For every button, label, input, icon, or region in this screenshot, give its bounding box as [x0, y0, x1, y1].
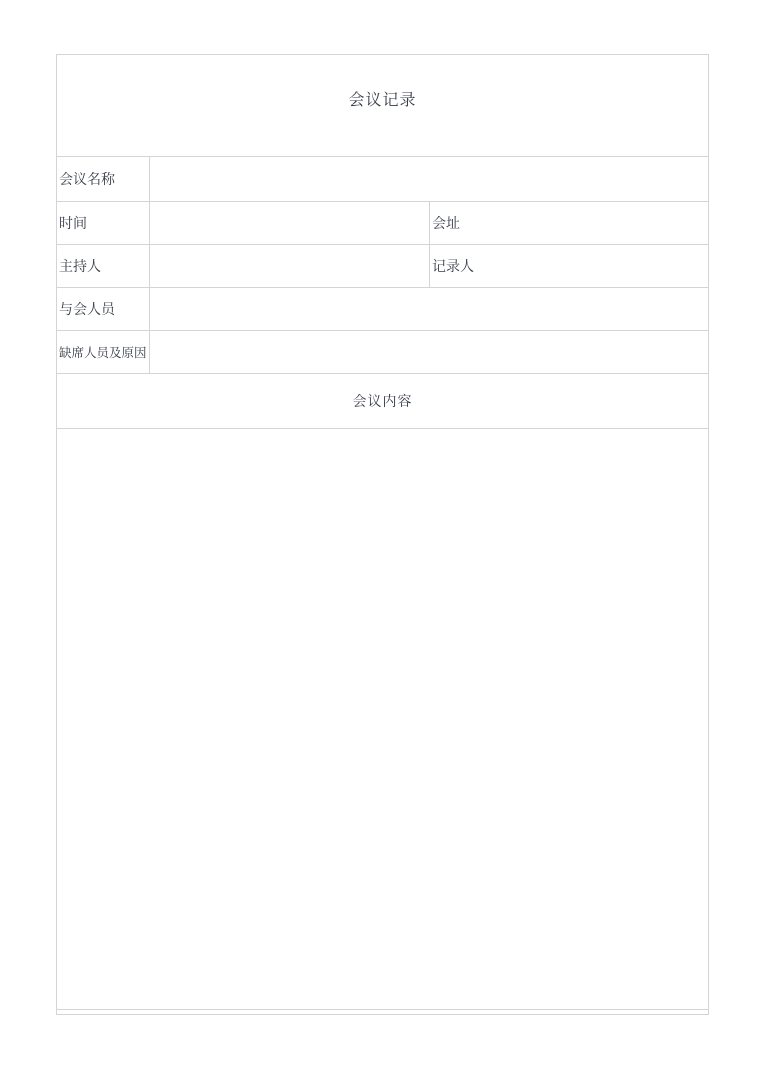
field-label-meeting-name: 会议名称: [57, 157, 150, 202]
table-row-title: [57, 55, 709, 157]
table-row-attendees: [57, 288, 709, 331]
table-row-absentees: [57, 331, 709, 374]
field-label-attendees: 与会人员: [57, 288, 150, 331]
field-label-absentees: 缺席人员及原因: [57, 331, 150, 374]
table-row-bottom-spacer: [57, 1010, 709, 1015]
field-value-host[interactable]: [150, 245, 430, 288]
field-value-absentees[interactable]: [150, 331, 709, 374]
table-row-host-recorder: [57, 245, 709, 288]
field-label-host: 主持人: [57, 245, 150, 288]
table-row-content-header: [57, 374, 709, 429]
field-label-recorder[interactable]: 记录人: [430, 245, 709, 288]
bottom-spacer-cell: [57, 1010, 709, 1015]
table-row-time-venue: [57, 202, 709, 245]
page-title: 会议记录: [57, 55, 709, 157]
table-row-meeting-name: [57, 157, 709, 202]
table-row-content-body: [57, 429, 709, 1010]
field-value-meeting-name[interactable]: [150, 157, 709, 202]
content-section-header: 会议内容: [57, 374, 709, 429]
field-label-venue[interactable]: 会址: [430, 202, 709, 245]
field-value-attendees[interactable]: [150, 288, 709, 331]
field-value-time[interactable]: [150, 202, 430, 245]
content-section-body[interactable]: [57, 429, 709, 1010]
meeting-minutes-form-table: [56, 54, 709, 1015]
field-label-time: 时间: [57, 202, 150, 245]
